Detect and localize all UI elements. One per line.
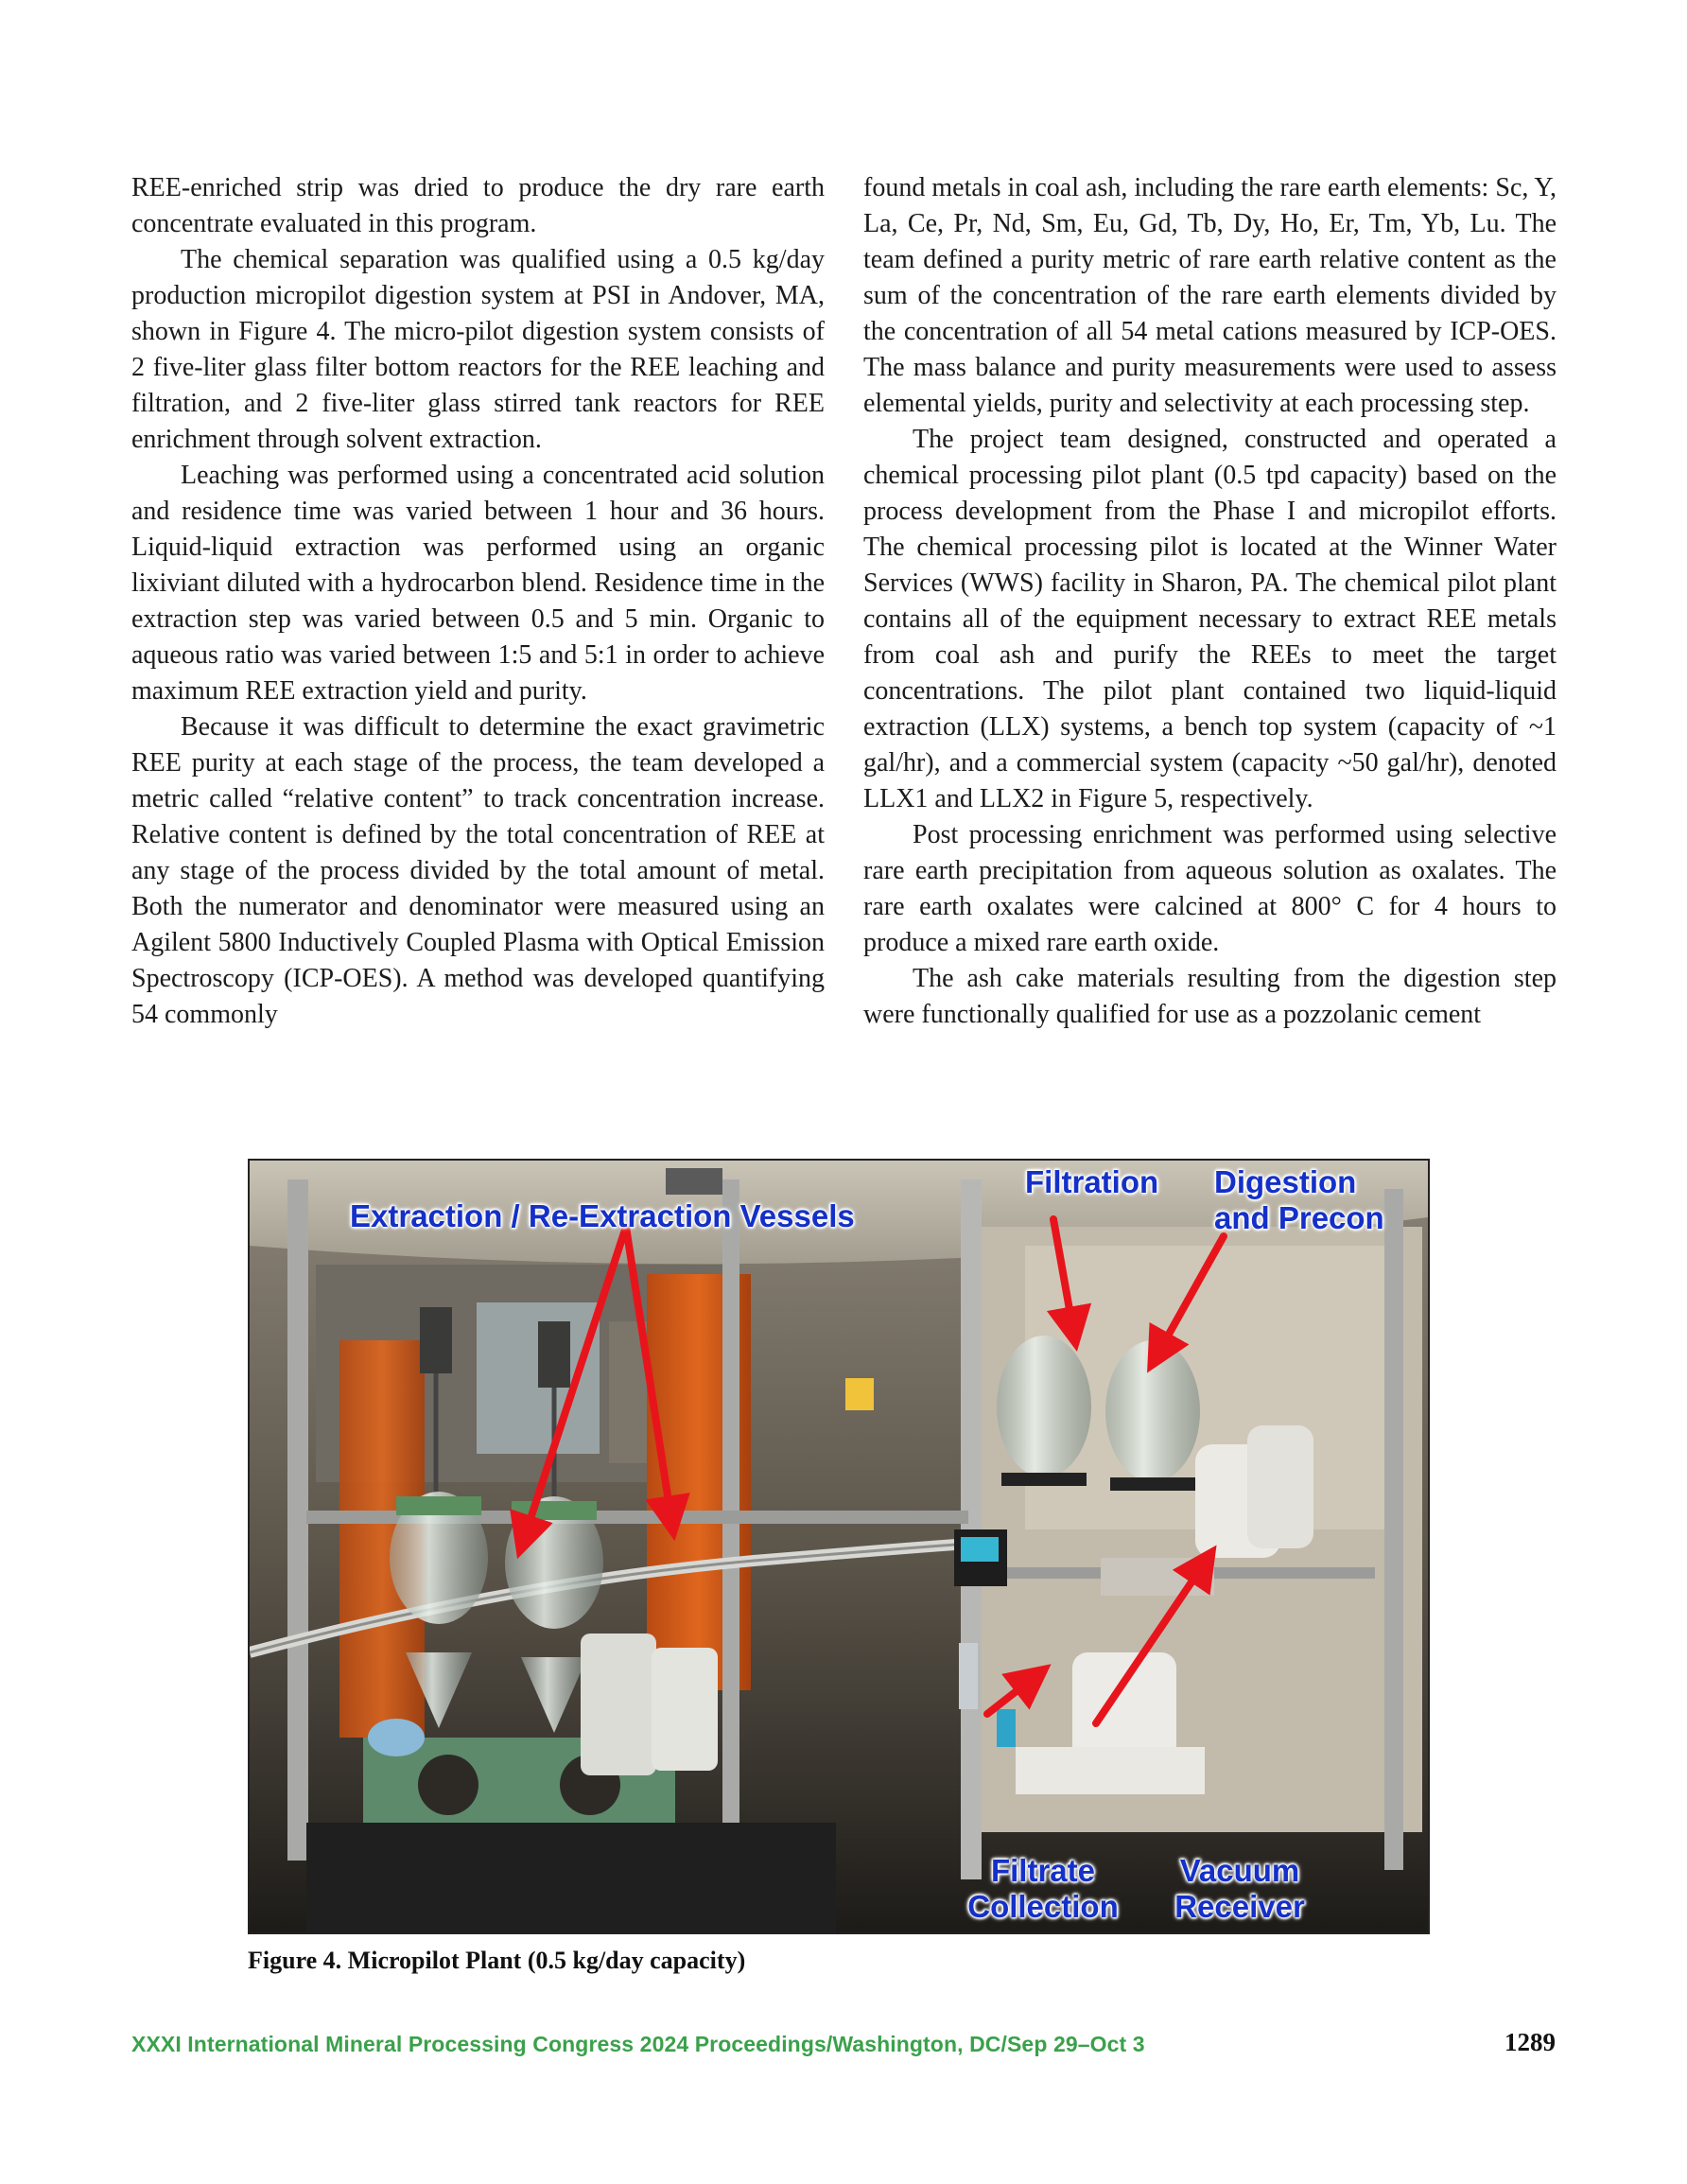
paragraph: REE-enriched strip was dried to produce the dry rare earth concentrate evaluated in this program. [131,173,825,238]
paragraph: The ash cake materials resulting from the digestion step were functionally qualified for use as a pozzolanic cement [863,964,1557,1029]
paragraph: Leaching was performed using a concentrated acid solution and residence time was varied between 1 hour and 36 hours. Liquid-liquid extraction was performed using an organic lixiviant diluted with a hydrocarbon blend. Residence time in the extraction step was varied between 0.5 and 5 min. Organic to aqueous ratio was varied between 1:5 and 5:1 in order to achieve maximum REE extraction yield and purity. [131,461,825,706]
label-filtrate-line2: Collection [967,1889,1119,1924]
figure-caption: Figure 4. Micropilot Plant (0.5 kg/day capacity) [248,1947,746,1974]
label-extraction-vessels: Extraction / Re-Extraction Vessels [350,1198,855,1233]
paragraph: Because it was difficult to determine the exact gravimetric REE purity at each stage of the process, the team developed a metric called “relative content” to track concentration increase. Relative content is defined by the total concentration of REE at any stage of the process divided by the total amount of metal. Both the numerator and denominator were measured using an Agilent 5800 Inductively Coupled Plasma with Optical Emission Spectroscopy (ICP-OES). A method was developed quantifying 54 commonly [131,712,825,1029]
label-vacuum-receiver [1159,1853,1320,1925]
footer-conference: XXXI International Mineral Processing Congress 2024 Proceedings/Washington, DC/Sep 29–Oct 3 [131,2032,1145,2056]
label-digestion-line2: and Precon [1214,1200,1384,1235]
paragraph: found metals in coal ash, including the rare earth elements: Sc, Y, La, Ce, Pr, Nd, Sm, Eu, Gd, Tb, Dy, Ho, Er, Tm, Yb, Lu. The team defined a purity metric of rare earth relative content as the sum of the concentration of the rare earth elements divided by the concentration of all 54 metal cations measured by ICP-OES. The mass balance and purity measurements were used to assess elemental yields, purity and selectivity at each processing step. [863,173,1557,418]
label-digestion-line1: Digestion [1214,1164,1357,1199]
paragraph: Post processing enrichment was performed using selective rare earth precipitation from aqueous solution as oxalates. The rare earth oxalates were calcined at 800° C for 4 hours to produce a mixed rare earth oxide. [863,820,1557,957]
label-filtrate-collection [953,1853,1133,1925]
paragraph: The chemical separation was qualified using a 0.5 kg/day production micropilot digestion system at PSI in Andover, MA, shown in Figure 4. The micro-pilot digestion system consists of 2 five-liter glass filter bottom reactors for the REE leaching and filtration, and 2 five-liter glass stirred tank reactors for REE enrichment through solvent extraction. [131,245,825,454]
label-vacuum-line1: Vacuum [1179,1853,1300,1888]
label-digestion [1214,1164,1384,1236]
label-filtration: Filtration [1025,1164,1159,1199]
photo-illustration [250,1161,1428,1932]
micropilot-plant-photo [248,1159,1430,1934]
page-number: 1289 [1504,2028,1556,2056]
paragraph: The project team designed, constructed and operated a chemical processing pilot plant (0.5 tpd capacity) based on the process development from the Phase I and micropilot efforts. The chemical processing pilot is located at the Winner Water Services (WWS) facility in Sharon, PA. The chemical pilot plant contains all of the equipment necessary to extract REE metals from coal ash and purify the REEs to meet the target concentrations. The pilot plant contained two liquid-liquid extraction (LLX) systems, a bench top system (capacity of ~1 gal/hr), and a commercial system (capacity ~50 gal/hr), denoted LLX1 and LLX2 in Figure 5, respectively. [863,425,1557,813]
left-text-column [131,170,825,1033]
label-filtrate-line1: Filtrate [990,1853,1096,1888]
right-text-column [863,170,1557,1033]
label-vacuum-line2: Receiver [1174,1889,1305,1924]
